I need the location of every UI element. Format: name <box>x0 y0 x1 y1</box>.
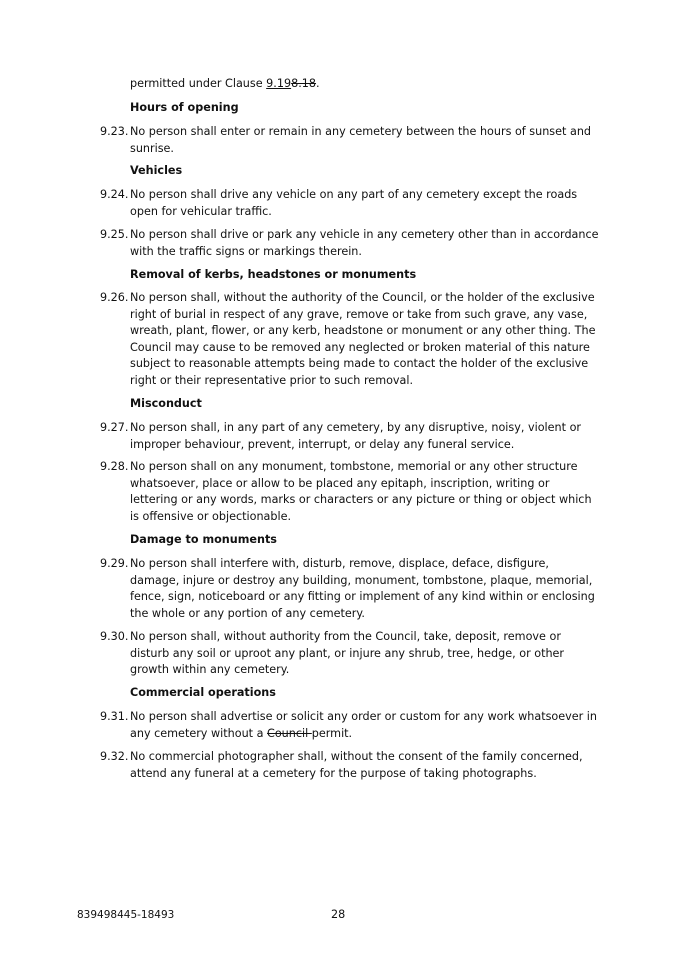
clause-number: 9.30. <box>100 630 129 643</box>
clause-number: 9.32. <box>100 750 129 763</box>
continued-fragment <box>130 76 320 93</box>
clause-text: No person shall, without the authority of the Council, or the holder of the exclusive right of burial in respect of any grave, remove or take from such grave, any vase, wreath, plant, flower, or any kerb, headstone or monument or any other thing. The Council may cause to be removed any neglected or broken material of this nature subject to reasonable attempts being made to contact the holder of the exclusive right or their representative prior to such removal. <box>130 291 596 387</box>
clause-number: 9.23. <box>100 125 129 138</box>
clause-number: 9.26. <box>100 291 129 304</box>
clause-9-31 <box>100 709 600 742</box>
clause-number: 9.29. <box>100 557 129 570</box>
clause-text-after: permit. <box>311 726 353 740</box>
inserted-text: 9.19 <box>266 77 292 90</box>
clause-9-25 <box>100 227 600 260</box>
document-reference: 839498445-18493 <box>77 909 175 921</box>
clause-text: No person shall, in any part of any cemetery, by any disruptive, noisy, violent or improper behaviour, prevent, interrupt, or delay any funeral service. <box>130 421 582 451</box>
clause-9-27 <box>100 420 600 453</box>
clause-number: 9.24. <box>100 188 129 201</box>
clause-text: No commercial photographer shall, without the consent of the family concerned, attend any funeral at a cemetery for the purpose of taking photographs. <box>130 750 583 780</box>
heading-vehicles: Vehicles <box>130 164 183 177</box>
clause-text: No person shall enter or remain in any cemetery between the hours of sunset and sunrise. <box>130 125 592 155</box>
clause-text: No person shall on any monument, tombstone, memorial or any other structure whatsoever, place or allow to be placed any epitaph, inscription, writing or lettering or any words, marks or characters or any picture or thing or object which is offensive or objectionable. <box>130 460 592 523</box>
page-number: 28 <box>331 908 346 921</box>
clause-text: No person shall interfere with, disturb, remove, displace, deface, disfigure, damage, injure or destroy any building, monument, tombstone, plaque, memorial, fence, sign, noticeboard or any fitting or implement of any kind within or enclosing the whole or any portion of any cemetery. <box>130 557 595 620</box>
clause-text: No person shall, without authority from the Council, take, deposit, remove or disturb any soil or uproot any plant, or injure any shrub, tree, hedge, or other growth within any cemetery. <box>130 630 565 677</box>
clause-number: 9.25. <box>100 228 129 241</box>
clause-9-29 <box>100 556 600 622</box>
clause-text: No person shall drive or park any vehicle in any cemetery other than in accordance with the traffic signs or markings therein. <box>130 228 599 258</box>
clause-text <box>130 709 600 742</box>
clause-9-30 <box>100 629 600 679</box>
deleted-text: Council <box>267 726 312 740</box>
heading-hours-of-opening: Hours of opening <box>130 101 239 114</box>
fragment-suffix: . <box>316 77 320 90</box>
clause-number: 9.27. <box>100 421 129 434</box>
heading-damage-to-monuments: Damage to monuments <box>130 533 277 546</box>
clause-9-32 <box>100 749 600 782</box>
fragment-prefix: permitted under Clause <box>130 77 267 90</box>
heading-misconduct: Misconduct <box>130 397 202 410</box>
clause-text-before: No person shall advertise or solicit any order or custom for any work whatsoever in any cemetery without a <box>130 710 597 740</box>
heading-commercial-operations: Commercial operations <box>130 686 276 699</box>
clause-9-23 <box>100 124 600 157</box>
heading-removal-of-kerbs: Removal of kerbs, headstones or monuments <box>130 268 417 281</box>
clause-text: No person shall drive any vehicle on any part of any cemetery except the roads open for vehicular traffic. <box>130 188 578 218</box>
deleted-text: 8.18 <box>291 77 317 90</box>
clause-9-24 <box>100 187 600 220</box>
clause-number: 9.31. <box>100 710 129 723</box>
clause-9-26 <box>100 290 600 390</box>
clause-number: 9.28. <box>100 460 129 473</box>
clause-9-28 <box>100 459 600 525</box>
